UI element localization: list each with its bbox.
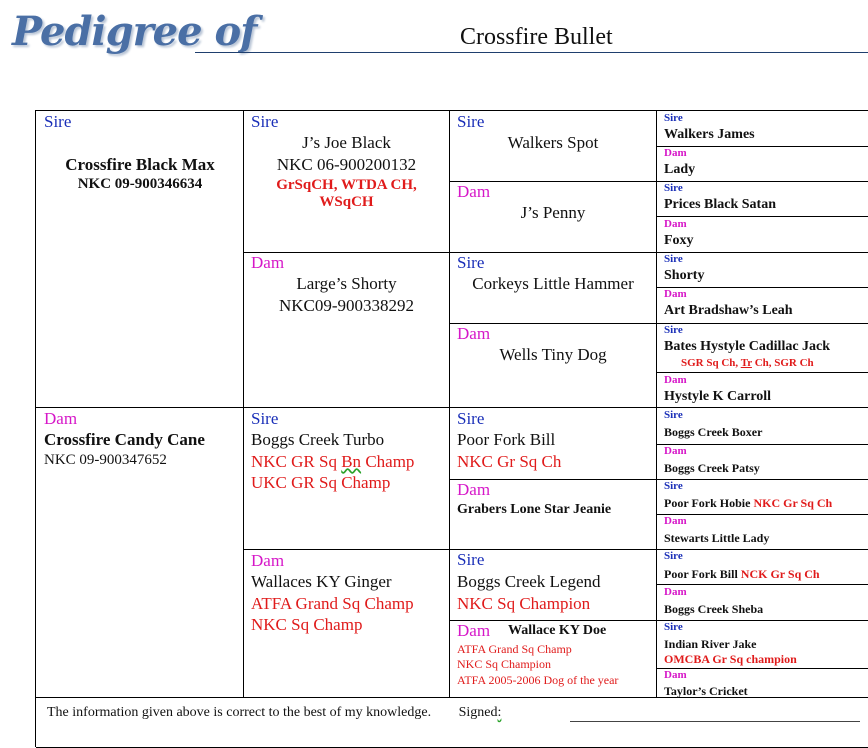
footer-text: The information given above is correct to the best of my knowledge. <box>47 705 432 720</box>
g4-6-titles <box>681 357 814 369</box>
g4-15-name: Taylor’s Cricket <box>664 684 748 698</box>
ds-titles-2: UKC GR Sq Champ <box>251 473 391 492</box>
g4-9-name: Boggs Creek Patsy <box>664 461 760 475</box>
ss-label: Sire <box>251 112 279 131</box>
sire-label: Sire <box>44 112 72 131</box>
signed-label: Signed <box>458 705 498 720</box>
sire-reg: NKC 09-900346634 <box>77 176 203 192</box>
g4-11-name: Stewarts Little Lady <box>664 531 770 545</box>
script-title: Pedigree of <box>12 8 257 55</box>
dss-label: Sire <box>457 409 485 428</box>
sdd-name: Wells Tiny Dog <box>499 345 607 364</box>
g4-10-line <box>664 496 832 511</box>
g4-11-label: Dam <box>664 515 687 527</box>
ds-label: Sire <box>251 409 279 428</box>
g4-6-titles-c: Ch, SGR Ch <box>751 357 814 369</box>
ddd-titles-1: ATFA Grand Sq Champ <box>457 642 572 656</box>
g4-12-name: Poor Fork Bill <box>664 567 741 581</box>
dds-titles: NKC Sq Champion <box>457 594 591 613</box>
g4-2-name: Prices Black Satan <box>664 197 776 212</box>
dd-titles-1: ATFA Grand Sq Champ <box>251 594 414 613</box>
dss-name: Poor Fork Bill <box>457 430 556 449</box>
ss-name: J’s Joe Black <box>302 133 391 152</box>
g4-4-name: Shorty <box>664 268 705 283</box>
g4-13-name: Boggs Creek Sheba <box>664 602 764 616</box>
dog-name: Crossfire Bullet <box>460 24 613 50</box>
g4-3-name: Foxy <box>664 233 694 248</box>
g4-12-titles: NCK Gr Sq Ch <box>740 567 820 581</box>
ds-name: Boggs Creek Turbo <box>251 430 385 449</box>
g4-13-label: Dam <box>664 586 687 598</box>
sss-label: Sire <box>457 112 485 131</box>
g4-12-line <box>664 567 820 582</box>
ds-titles-1 <box>251 452 414 472</box>
g4-0-label: Sire <box>664 112 683 124</box>
ddd-titles-3: ATFA 2005-2006 Dog of the year <box>457 673 619 687</box>
sss-name: Walkers Spot <box>507 133 599 152</box>
dam-label: Dam <box>44 409 78 428</box>
g4-10-titles: NKC Gr Sq Ch <box>753 496 833 510</box>
g4-3-label: Dam <box>664 218 687 230</box>
g4-6-titles-a: SGR Sq Ch, <box>681 357 741 369</box>
g4-14-titles: OMCBA Gr Sq champion <box>664 652 797 666</box>
sds-label: Sire <box>457 253 485 272</box>
g4-10-name: Poor Fork Hobie <box>664 496 754 510</box>
dsd-label: Dam <box>457 480 491 499</box>
g4-5-name: Art Bradshaw’s Leah <box>664 303 793 318</box>
ss-reg: NKC 06-900200132 <box>276 155 417 174</box>
g4-1-name: Lady <box>664 162 696 177</box>
g4-0-name: Walkers James <box>664 127 755 142</box>
ssd-name: J’s Penny <box>520 203 586 222</box>
g4-8-label: Sire <box>664 409 683 421</box>
ddd-titles-2: NKC Sq Champion <box>457 657 552 671</box>
ds-titles-1b: Bn <box>341 452 362 471</box>
g4-14-label: Sire <box>664 621 683 633</box>
g4-9-label: Dam <box>664 445 687 457</box>
g4-12-label: Sire <box>664 550 683 562</box>
title-underline <box>195 52 868 53</box>
g4-5-label: Dam <box>664 288 687 300</box>
dss-titles: NKC Gr Sq Ch <box>457 452 562 471</box>
footer-statement <box>47 705 501 721</box>
dd-titles-2: NKC Sq Champ <box>251 615 363 634</box>
sd-label: Dam <box>251 253 285 272</box>
g4-6-name: Bates Hystyle Cadillac Jack <box>664 339 831 354</box>
g4-6-label: Sire <box>664 324 683 336</box>
ss-titles-2: WSqCH <box>319 194 374 210</box>
sdd-label: Dam <box>457 324 491 343</box>
signature-line[interactable] <box>570 721 860 722</box>
g4-10-label: Sire <box>664 480 683 492</box>
g4-6-titles-b: Tr <box>740 357 752 369</box>
g4-7-label: Dam <box>664 374 687 386</box>
g4-8-name: Boggs Creek Boxer <box>664 425 763 439</box>
dam-name: Crossfire Candy Cane <box>44 430 205 449</box>
sds-name: Corkeys Little Hammer <box>472 274 634 293</box>
g4-14-name: Indian River Jake <box>664 637 757 651</box>
g4-1-label: Dam <box>664 147 687 159</box>
dd-label: Dam <box>251 551 285 570</box>
sd-name: Large’s Shorty <box>296 274 397 293</box>
signed-colon: : <box>497 705 502 720</box>
sire-name: Crossfire Black Max <box>65 155 215 174</box>
ssd-label: Dam <box>457 182 491 201</box>
dds-label: Sire <box>457 550 485 569</box>
ds-titles-1c: Champ <box>361 452 415 471</box>
sd-reg: NKC09-900338292 <box>278 296 415 315</box>
ss-titles-1: GrSqCH, WTDA CH, <box>276 177 417 193</box>
g4-2-label: Sire <box>664 182 683 194</box>
pedigree-table <box>35 110 868 747</box>
g4-7-name: Hystyle K Carroll <box>664 389 772 404</box>
g4-4-label: Sire <box>664 253 683 265</box>
g4-15-label: Dam <box>664 669 687 681</box>
ddd-name: Wallace KY Doe <box>508 623 607 638</box>
dam-reg: NKC 09-900347652 <box>44 452 167 468</box>
dsd-name: Grabers Lone Star Jeanie <box>457 502 612 517</box>
ds-titles-1a: NKC GR Sq <box>251 452 342 471</box>
dd-name: Wallaces KY Ginger <box>251 572 392 591</box>
dds-name: Boggs Creek Legend <box>457 572 601 591</box>
ddd-label: Dam <box>457 621 491 640</box>
